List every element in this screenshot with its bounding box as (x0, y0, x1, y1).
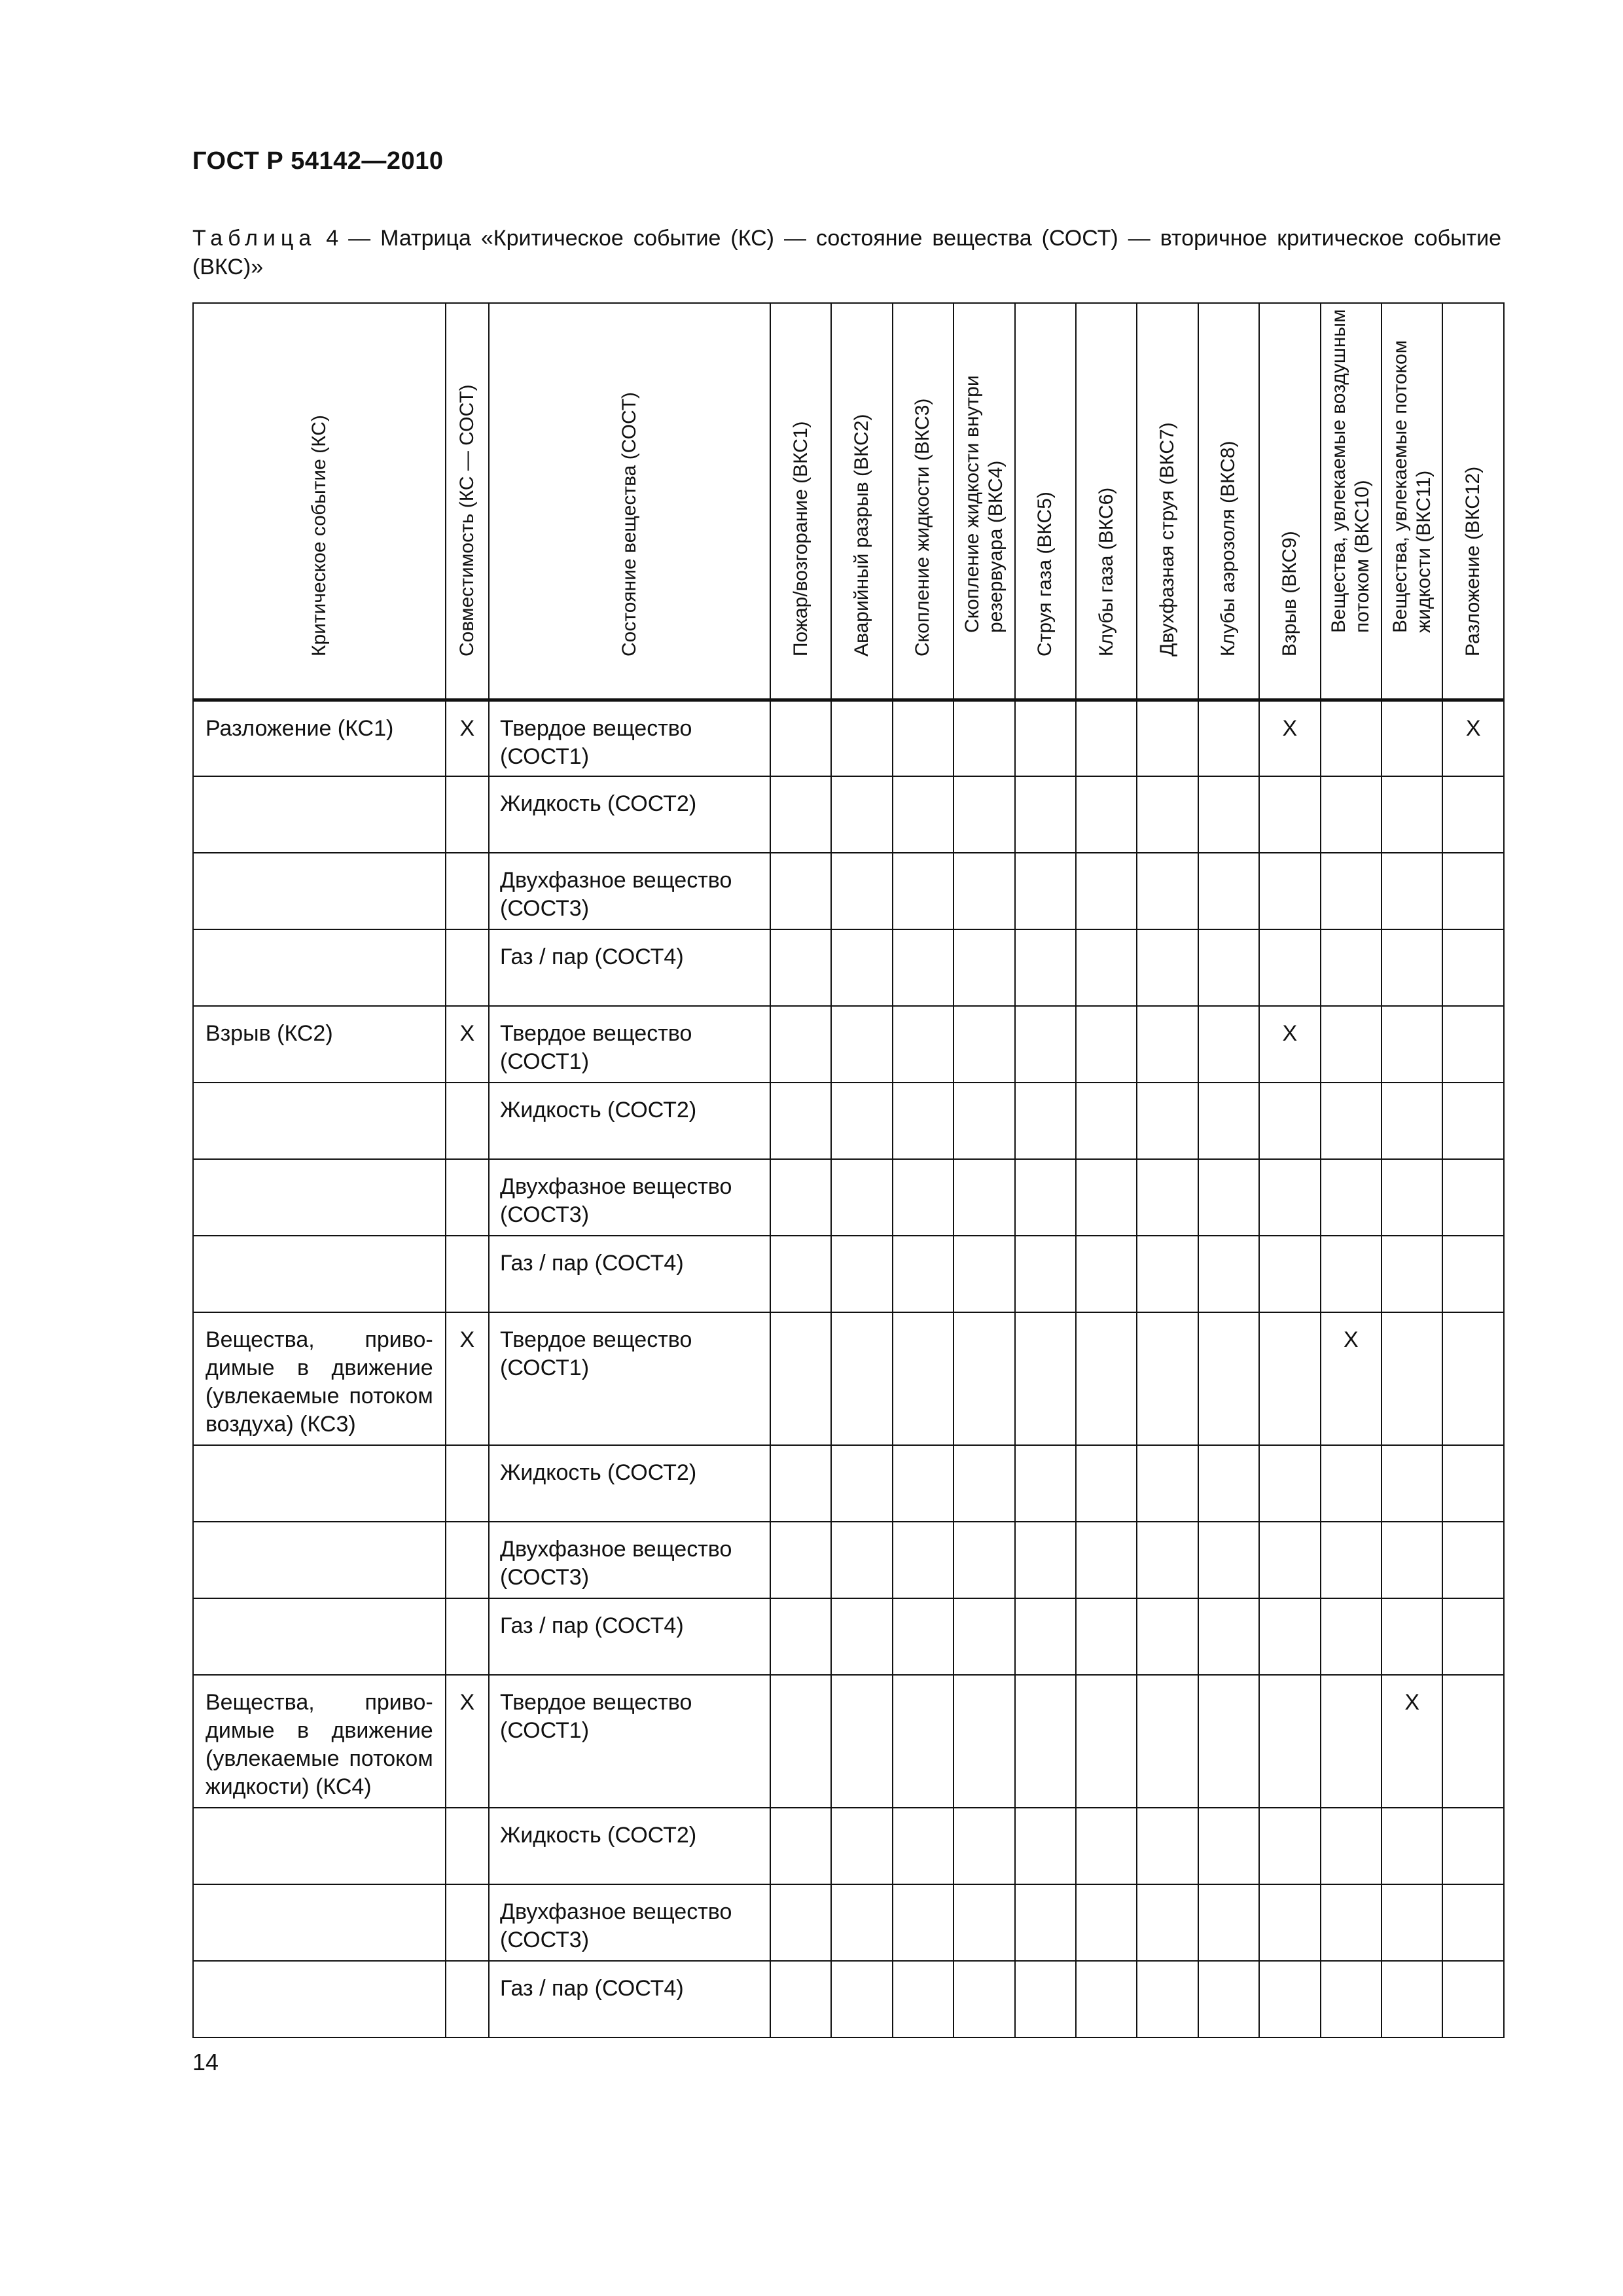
compatibility-cell (446, 1445, 489, 1522)
secondary-event-mark-cell (1137, 1159, 1198, 1236)
column-header-vks9: Взрыв (ВКС9) (1259, 303, 1320, 700)
secondary-event-mark-cell (1382, 1808, 1442, 1884)
secondary-event-mark-cell (770, 776, 831, 853)
table-row (193, 1884, 1504, 1961)
secondary-event-mark-cell (1076, 1808, 1137, 1884)
secondary-event-mark-cell (1321, 776, 1382, 853)
critical-event-cell: Вещества, приводимые в движение (увлекаемые потоком воздуха) (КС3) (193, 1312, 446, 1445)
secondary-event-mark-cell (1198, 1312, 1259, 1445)
secondary-event-mark-cell (1137, 1312, 1198, 1445)
secondary-event-mark-cell (831, 1808, 892, 1884)
secondary-event-mark-cell (1076, 1159, 1137, 1236)
secondary-event-mark-cell: X (1382, 1675, 1442, 1808)
secondary-event-mark-cell (1259, 929, 1320, 1006)
secondary-event-mark-cell (1198, 1159, 1259, 1236)
secondary-event-mark-cell (1321, 700, 1382, 776)
secondary-event-mark-cell (831, 1961, 892, 2037)
secondary-event-mark-cell (893, 1159, 954, 1236)
secondary-event-mark-cell (770, 1884, 831, 1961)
secondary-event-mark-cell (1198, 1236, 1259, 1312)
secondary-event-mark-cell (1259, 1083, 1320, 1159)
secondary-event-mark-cell (770, 700, 831, 776)
secondary-event-mark-cell (1015, 1598, 1076, 1675)
substance-state-cell: Газ / пар (СОСТ4) (489, 1961, 770, 2037)
substance-state-cell: Твердое вещество (СОСТ1) (489, 700, 770, 776)
secondary-event-mark-cell (893, 1522, 954, 1598)
secondary-event-mark-cell (954, 1236, 1014, 1312)
secondary-event-mark-cell (893, 1808, 954, 1884)
secondary-event-mark-cell (1015, 1808, 1076, 1884)
column-header-compatibility: Совместимость (КС — СОСТ) (446, 303, 489, 700)
secondary-event-mark-cell (1015, 1961, 1076, 2037)
critical-event-cell (193, 1884, 446, 1961)
table-row (193, 1808, 1504, 1884)
secondary-event-mark-cell (1259, 1884, 1320, 1961)
compatibility-cell: X (446, 1312, 489, 1445)
secondary-event-mark-cell (1137, 929, 1198, 1006)
substance-state-cell: Твердое вещество (СОСТ1) (489, 1006, 770, 1083)
compatibility-cell: X (446, 700, 489, 776)
substance-state-cell: Двухфазное вещество (СОСТ3) (489, 1884, 770, 1961)
critical-event-cell (193, 1236, 446, 1312)
secondary-event-mark-cell (1382, 1522, 1442, 1598)
secondary-event-mark-cell (1321, 1083, 1382, 1159)
secondary-event-mark-cell (954, 1312, 1014, 1445)
substance-state-cell: Твердое вещество (СОСТ1) (489, 1675, 770, 1808)
table-row (193, 853, 1504, 929)
secondary-event-mark-cell (1198, 929, 1259, 1006)
table-body (193, 700, 1504, 2037)
column-header-vks10: Вещества, увлекаемые воздушным потоком (ВКС10) (1321, 303, 1382, 700)
table-caption (192, 224, 1501, 281)
secondary-event-mark-cell (770, 1236, 831, 1312)
critical-event-cell (193, 1808, 446, 1884)
secondary-event-mark-cell (1442, 1445, 1504, 1522)
secondary-event-mark-cell (954, 1006, 1014, 1083)
secondary-event-mark-cell (1321, 1808, 1382, 1884)
secondary-event-mark-cell (1259, 1961, 1320, 2037)
column-header-vks12: Разложение (ВКС12) (1442, 303, 1504, 700)
secondary-event-mark-cell (954, 1522, 1014, 1598)
secondary-event-mark-cell (770, 1159, 831, 1236)
secondary-event-mark-cell (1198, 1808, 1259, 1884)
secondary-event-mark-cell (893, 1961, 954, 2037)
secondary-event-mark-cell (1076, 700, 1137, 776)
secondary-event-mark-cell (831, 1445, 892, 1522)
secondary-event-mark-cell (1321, 1006, 1382, 1083)
compatibility-cell: X (446, 1675, 489, 1808)
substance-state-cell: Двухфазное вещество (СОСТ3) (489, 1522, 770, 1598)
substance-state-cell: Жидкость (СОСТ2) (489, 1808, 770, 1884)
secondary-event-mark-cell (1137, 1006, 1198, 1083)
column-header-vks2: Аварийный разрыв (ВКС2) (831, 303, 892, 700)
critical-event-cell (193, 929, 446, 1006)
secondary-event-mark-cell (1382, 853, 1442, 929)
compatibility-cell: X (446, 1006, 489, 1083)
secondary-event-mark-cell (1137, 1445, 1198, 1522)
secondary-event-mark-cell (893, 1884, 954, 1961)
secondary-event-mark-cell (1198, 1083, 1259, 1159)
secondary-event-mark-cell (1382, 1961, 1442, 2037)
secondary-event-mark-cell (893, 1236, 954, 1312)
secondary-event-mark-cell (1137, 700, 1198, 776)
secondary-event-mark-cell (893, 1445, 954, 1522)
column-header-vks3: Скопление жидкости (ВКС3) (893, 303, 954, 700)
secondary-event-mark-cell (770, 1083, 831, 1159)
column-header-vks6: Клубы газа (ВКС6) (1076, 303, 1137, 700)
compatibility-cell (446, 1236, 489, 1312)
secondary-event-mark-cell (1198, 1675, 1259, 1808)
table-header-row (193, 303, 1504, 700)
secondary-event-mark-cell (831, 929, 892, 1006)
secondary-event-mark-cell (893, 1312, 954, 1445)
secondary-event-mark-cell (1259, 1312, 1320, 1445)
secondary-event-mark-cell (1015, 1312, 1076, 1445)
secondary-event-mark-cell (954, 1675, 1014, 1808)
secondary-event-mark-cell (1321, 1598, 1382, 1675)
secondary-event-mark-cell (1076, 929, 1137, 1006)
secondary-event-mark-cell (954, 853, 1014, 929)
secondary-event-mark-cell (1259, 1159, 1320, 1236)
column-header-vks5: Струя газа (ВКС5) (1015, 303, 1076, 700)
compatibility-cell (446, 776, 489, 853)
critical-event-matrix-table (192, 302, 1505, 2038)
secondary-event-mark-cell (1382, 1083, 1442, 1159)
table-row (193, 1312, 1504, 1445)
secondary-event-mark-cell (1015, 1083, 1076, 1159)
secondary-event-mark-cell (1137, 1236, 1198, 1312)
compatibility-cell (446, 853, 489, 929)
secondary-event-mark-cell (1137, 1675, 1198, 1808)
secondary-event-mark-cell (1259, 1675, 1320, 1808)
secondary-event-mark-cell (1076, 1884, 1137, 1961)
secondary-event-mark-cell (831, 1675, 892, 1808)
table-row (193, 700, 1504, 776)
compatibility-cell (446, 1884, 489, 1961)
secondary-event-mark-cell (1442, 1083, 1504, 1159)
secondary-event-mark-cell (831, 1159, 892, 1236)
column-header-vks1: Пожар/возгорание (ВКС1) (770, 303, 831, 700)
secondary-event-mark-cell (954, 1083, 1014, 1159)
secondary-event-mark-cell (1382, 1006, 1442, 1083)
table-caption-text: 4 — Матрица «Критическое событие (КС) — состояние вещества (СОСТ) — вторичное критическое событие (ВКС)» (192, 226, 1501, 279)
secondary-event-mark-cell (954, 1808, 1014, 1884)
secondary-event-mark-cell (1198, 776, 1259, 853)
secondary-event-mark-cell (831, 776, 892, 853)
compatibility-cell (446, 1159, 489, 1236)
secondary-event-mark-cell (1198, 1961, 1259, 2037)
secondary-event-mark-cell (1442, 1884, 1504, 1961)
secondary-event-mark-cell (893, 929, 954, 1006)
secondary-event-mark-cell (770, 1808, 831, 1884)
secondary-event-mark-cell (1259, 1236, 1320, 1312)
secondary-event-mark-cell (893, 1083, 954, 1159)
secondary-event-mark-cell (770, 1445, 831, 1522)
secondary-event-mark-cell (831, 1884, 892, 1961)
secondary-event-mark-cell (1259, 1808, 1320, 1884)
secondary-event-mark-cell: X (1259, 1006, 1320, 1083)
secondary-event-mark-cell (1137, 1961, 1198, 2037)
document-standard-header: ГОСТ Р 54142—2010 (192, 147, 444, 175)
secondary-event-mark-cell: X (1442, 700, 1504, 776)
secondary-event-mark-cell (1137, 853, 1198, 929)
secondary-event-mark-cell (1442, 1236, 1504, 1312)
secondary-event-mark-cell (1321, 1522, 1382, 1598)
column-header-vks7: Двухфазная струя (ВКС7) (1137, 303, 1198, 700)
secondary-event-mark-cell (1015, 1675, 1076, 1808)
secondary-event-mark-cell (1015, 1522, 1076, 1598)
secondary-event-mark-cell (770, 1006, 831, 1083)
secondary-event-mark-cell (954, 700, 1014, 776)
secondary-event-mark-cell (1259, 1522, 1320, 1598)
secondary-event-mark-cell (1198, 1598, 1259, 1675)
secondary-event-mark-cell (1015, 1884, 1076, 1961)
secondary-event-mark-cell (1137, 1808, 1198, 1884)
secondary-event-mark-cell (1321, 929, 1382, 1006)
secondary-event-mark-cell (1076, 1006, 1137, 1083)
secondary-event-mark-cell (893, 1598, 954, 1675)
secondary-event-mark-cell (1259, 1445, 1320, 1522)
secondary-event-mark-cell (954, 1598, 1014, 1675)
critical-event-cell: Взрыв (КС2) (193, 1006, 446, 1083)
secondary-event-mark-cell (1382, 929, 1442, 1006)
critical-event-cell (193, 1598, 446, 1675)
compatibility-cell (446, 1083, 489, 1159)
table-row (193, 1675, 1504, 1808)
secondary-event-mark-cell (954, 1884, 1014, 1961)
secondary-event-mark-cell (1076, 1236, 1137, 1312)
critical-event-cell: Вещества, приводимые в движение (увлекаемые потоком жидкости) (КС4) (193, 1675, 446, 1808)
secondary-event-mark-cell (1442, 1312, 1504, 1445)
table-row (193, 776, 1504, 853)
secondary-event-mark-cell (954, 1159, 1014, 1236)
secondary-event-mark-cell (1259, 776, 1320, 853)
secondary-event-mark-cell (893, 700, 954, 776)
secondary-event-mark-cell (893, 853, 954, 929)
secondary-event-mark-cell (1259, 853, 1320, 929)
secondary-event-mark-cell (1382, 1312, 1442, 1445)
secondary-event-mark-cell (831, 1083, 892, 1159)
table-row (193, 1083, 1504, 1159)
secondary-event-mark-cell (1382, 1598, 1442, 1675)
critical-event-cell (193, 1961, 446, 2037)
table-row (193, 929, 1504, 1006)
table-row (193, 1961, 1504, 2037)
critical-event-cell (193, 853, 446, 929)
secondary-event-mark-cell (1321, 1159, 1382, 1236)
secondary-event-mark-cell (1382, 1159, 1442, 1236)
substance-state-cell: Жидкость (СОСТ2) (489, 1083, 770, 1159)
secondary-event-mark-cell (1137, 1522, 1198, 1598)
secondary-event-mark-cell (1442, 929, 1504, 1006)
secondary-event-mark-cell (1442, 1598, 1504, 1675)
substance-state-cell: Газ / пар (СОСТ4) (489, 1236, 770, 1312)
page-number: 14 (192, 2049, 219, 2075)
secondary-event-mark-cell (1321, 853, 1382, 929)
secondary-event-mark-cell (1015, 853, 1076, 929)
secondary-event-mark-cell (1015, 776, 1076, 853)
secondary-event-mark-cell (1137, 1884, 1198, 1961)
secondary-event-mark-cell (770, 853, 831, 929)
secondary-event-mark-cell (1076, 776, 1137, 853)
table-row (193, 1159, 1504, 1236)
secondary-event-mark-cell (1076, 853, 1137, 929)
secondary-event-mark-cell (1076, 1522, 1137, 1598)
secondary-event-mark-cell (770, 1675, 831, 1808)
secondary-event-mark-cell (1198, 700, 1259, 776)
column-header-vks11: Вещества, увлекаемые потоком жидкости (ВКС11) (1382, 303, 1442, 700)
compatibility-cell (446, 1522, 489, 1598)
secondary-event-mark-cell (831, 853, 892, 929)
secondary-event-mark-cell (831, 1522, 892, 1598)
table-row (193, 1598, 1504, 1675)
secondary-event-mark-cell (1442, 1808, 1504, 1884)
secondary-event-mark-cell (1442, 1159, 1504, 1236)
substance-state-cell: Двухфазное вещество (СОСТ3) (489, 853, 770, 929)
secondary-event-mark-cell (1076, 1598, 1137, 1675)
secondary-event-mark-cell (831, 1006, 892, 1083)
critical-event-cell (193, 1083, 446, 1159)
secondary-event-mark-cell (1382, 776, 1442, 853)
secondary-event-mark-cell (831, 1236, 892, 1312)
secondary-event-mark-cell (1015, 929, 1076, 1006)
secondary-event-mark-cell (1442, 853, 1504, 929)
secondary-event-mark-cell (1076, 1083, 1137, 1159)
secondary-event-mark-cell (770, 929, 831, 1006)
table-row (193, 1006, 1504, 1083)
secondary-event-mark-cell (1442, 1522, 1504, 1598)
table-row (193, 1522, 1504, 1598)
secondary-event-mark-cell (1076, 1445, 1137, 1522)
secondary-event-mark-cell (770, 1598, 831, 1675)
secondary-event-mark-cell (1015, 1445, 1076, 1522)
secondary-event-mark-cell (1442, 1006, 1504, 1083)
critical-event-cell (193, 1159, 446, 1236)
secondary-event-mark-cell (1137, 1598, 1198, 1675)
secondary-event-mark-cell (1198, 1522, 1259, 1598)
compatibility-cell (446, 1808, 489, 1884)
critical-event-cell (193, 1522, 446, 1598)
secondary-event-mark-cell (770, 1522, 831, 1598)
secondary-event-mark-cell (1015, 1159, 1076, 1236)
substance-state-cell: Жидкость (СОСТ2) (489, 1445, 770, 1522)
column-header-critical-event: Критическое событие (КС) (193, 303, 446, 700)
column-header-vks8: Клубы аэрозоля (ВКС8) (1198, 303, 1259, 700)
secondary-event-mark-cell (1076, 1961, 1137, 2037)
table-row (193, 1236, 1504, 1312)
substance-state-cell: Твердое вещество (СОСТ1) (489, 1312, 770, 1445)
compatibility-cell (446, 1961, 489, 2037)
secondary-event-mark-cell (954, 776, 1014, 853)
column-header-substance-state: Состояние вещества (СОСТ) (489, 303, 770, 700)
secondary-event-mark-cell (1382, 700, 1442, 776)
compatibility-cell (446, 1598, 489, 1675)
secondary-event-mark-cell (1321, 1675, 1382, 1808)
secondary-event-mark-cell (893, 1675, 954, 1808)
critical-event-cell (193, 1445, 446, 1522)
secondary-event-mark-cell (1076, 1312, 1137, 1445)
secondary-event-mark-cell (1321, 1884, 1382, 1961)
secondary-event-mark-cell (1015, 1006, 1076, 1083)
substance-state-cell: Двухфазное вещество (СОСТ3) (489, 1159, 770, 1236)
secondary-event-mark-cell (1137, 776, 1198, 853)
secondary-event-mark-cell (1198, 1006, 1259, 1083)
secondary-event-mark-cell (1015, 1236, 1076, 1312)
substance-state-cell: Газ / пар (СОСТ4) (489, 1598, 770, 1675)
column-header-vks4: Скопление жидкости внутри резервуара (ВКС4) (954, 303, 1014, 700)
secondary-event-mark-cell (893, 776, 954, 853)
secondary-event-mark-cell (1137, 1083, 1198, 1159)
substance-state-cell: Жидкость (СОСТ2) (489, 776, 770, 853)
secondary-event-mark-cell (1442, 776, 1504, 853)
secondary-event-mark-cell (1442, 1675, 1504, 1808)
secondary-event-mark-cell (893, 1006, 954, 1083)
table-row (193, 1445, 1504, 1522)
secondary-event-mark-cell (954, 929, 1014, 1006)
secondary-event-mark-cell: X (1321, 1312, 1382, 1445)
secondary-event-mark-cell (770, 1961, 831, 2037)
secondary-event-mark-cell (1076, 1675, 1137, 1808)
secondary-event-mark-cell (1321, 1961, 1382, 2037)
secondary-event-mark-cell (1442, 1961, 1504, 2037)
secondary-event-mark-cell: X (1259, 700, 1320, 776)
secondary-event-mark-cell (1198, 1884, 1259, 1961)
secondary-event-mark-cell (1259, 1598, 1320, 1675)
secondary-event-mark-cell (831, 1598, 892, 1675)
secondary-event-mark-cell (954, 1961, 1014, 2037)
secondary-event-mark-cell (1198, 1445, 1259, 1522)
secondary-event-mark-cell (1321, 1236, 1382, 1312)
secondary-event-mark-cell (1015, 700, 1076, 776)
secondary-event-mark-cell (1382, 1884, 1442, 1961)
secondary-event-mark-cell (1198, 853, 1259, 929)
critical-event-cell: Разложение (КС1) (193, 700, 446, 776)
secondary-event-mark-cell (770, 1312, 831, 1445)
secondary-event-mark-cell (1382, 1236, 1442, 1312)
secondary-event-mark-cell (1382, 1445, 1442, 1522)
secondary-event-mark-cell (954, 1445, 1014, 1522)
substance-state-cell: Газ / пар (СОСТ4) (489, 929, 770, 1006)
secondary-event-mark-cell (831, 1312, 892, 1445)
compatibility-cell (446, 929, 489, 1006)
secondary-event-mark-cell (1321, 1445, 1382, 1522)
critical-event-cell (193, 776, 446, 853)
table-caption-prefix: Таблица (192, 226, 317, 251)
secondary-event-mark-cell (831, 700, 892, 776)
